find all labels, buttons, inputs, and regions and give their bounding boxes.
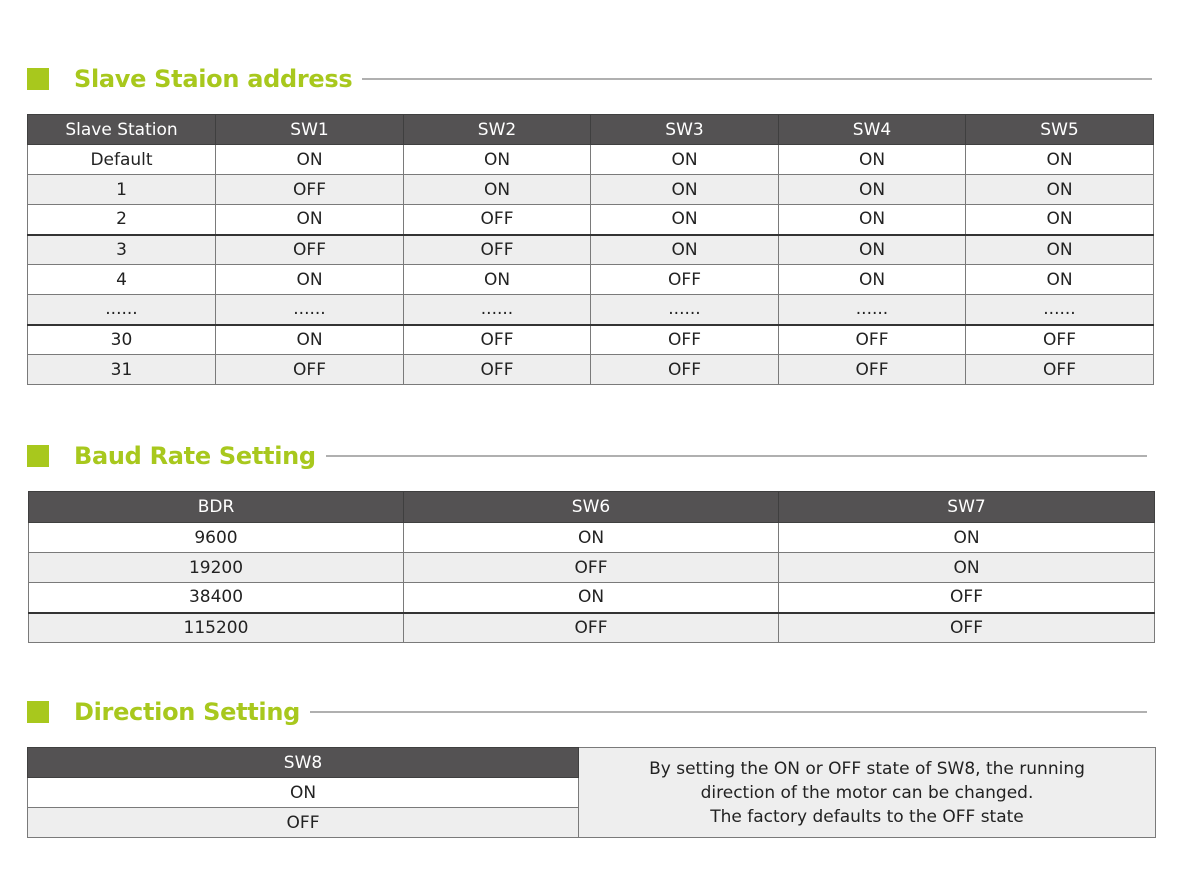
table-cell: OFF (404, 553, 779, 583)
table-cell: ON (591, 235, 779, 265)
table-row (29, 523, 1155, 553)
table-cell: ON (966, 205, 1154, 235)
direction-section-marker-icon (27, 701, 49, 723)
baud-header-cell: SW7 (779, 492, 1155, 523)
table-cell: 115200 (29, 613, 404, 643)
table-cell: ON (216, 325, 404, 355)
table-cell: ON (404, 523, 779, 553)
slave-section-header (27, 64, 1152, 94)
direction-table (27, 747, 1156, 838)
slave-section-rule (362, 78, 1152, 80)
slave-table-header-row (28, 115, 1154, 145)
baud-table-header-row (29, 492, 1155, 523)
table-row (29, 553, 1155, 583)
table-cell: 38400 (29, 583, 404, 613)
table-cell: ON (28, 778, 579, 808)
table-cell: ON (216, 265, 404, 295)
baud-rate-table (28, 491, 1155, 643)
baud-section-rule (326, 455, 1147, 457)
direction-section-title: Direction Setting (74, 698, 301, 726)
table-row (28, 325, 1154, 355)
table-cell: OFF (28, 808, 579, 838)
table-cell: ON (216, 205, 404, 235)
direction-header-row (28, 748, 1156, 778)
table-cell: 9600 (29, 523, 404, 553)
table-cell: ON (779, 205, 966, 235)
table-cell: 3 (28, 235, 216, 265)
table-cell: ON (779, 553, 1155, 583)
table-cell: ON (779, 523, 1155, 553)
slave-header-cell: SW3 (591, 115, 779, 145)
table-cell: ON (591, 205, 779, 235)
direction-note-line: By setting the ON or OFF state of SW8, the running (649, 758, 1085, 779)
table-cell: ON (591, 145, 779, 175)
table-cell: OFF (966, 355, 1154, 385)
table-cell: 19200 (29, 553, 404, 583)
direction-section-header (27, 697, 1147, 727)
direction-section-rule (310, 711, 1147, 713)
table-cell: ...... (28, 295, 216, 325)
table-cell: OFF (216, 175, 404, 205)
baud-section-marker-icon (27, 445, 49, 467)
table-row (28, 175, 1154, 205)
table-cell: OFF (779, 355, 966, 385)
table-cell: 30 (28, 325, 216, 355)
table-cell: OFF (404, 613, 779, 643)
table-cell: OFF (779, 613, 1155, 643)
slave-header-cell: SW2 (404, 115, 591, 145)
slave-section-marker-icon (27, 68, 49, 90)
baud-section-header (27, 441, 1147, 471)
direction-note-line: The factory defaults to the OFF state (710, 806, 1024, 827)
slave-header-cell: SW5 (966, 115, 1154, 145)
direction-header-cell: SW8 (28, 748, 579, 778)
table-row (28, 145, 1154, 175)
table-cell: OFF (779, 325, 966, 355)
table-cell: OFF (591, 325, 779, 355)
table-row (28, 295, 1154, 325)
table-row (28, 235, 1154, 265)
table-cell: ON (404, 583, 779, 613)
table-cell: 31 (28, 355, 216, 385)
table-row (28, 205, 1154, 235)
baud-section-title: Baud Rate Setting (74, 442, 316, 470)
table-cell: 2 (28, 205, 216, 235)
table-cell: 1 (28, 175, 216, 205)
table-cell: ...... (591, 295, 779, 325)
table-cell: ...... (404, 295, 591, 325)
table-cell: ON (779, 175, 966, 205)
slave-section-title: Slave Staion address (74, 65, 353, 93)
direction-note-line: direction of the motor can be changed. (700, 782, 1034, 803)
table-cell: ON (779, 235, 966, 265)
table-cell: ON (404, 145, 591, 175)
table-cell: OFF (404, 235, 591, 265)
table-cell: ON (966, 235, 1154, 265)
table-cell: ON (404, 265, 591, 295)
table-row (28, 355, 1154, 385)
slave-header-cell: Slave Station (28, 115, 216, 145)
table-cell: ON (966, 175, 1154, 205)
slave-header-cell: SW4 (779, 115, 966, 145)
table-cell: ON (404, 175, 591, 205)
table-cell: Default (28, 145, 216, 175)
table-cell: OFF (591, 355, 779, 385)
table-cell: ON (966, 145, 1154, 175)
table-cell: OFF (216, 235, 404, 265)
slave-station-table (27, 114, 1154, 385)
table-cell: ON (591, 175, 779, 205)
table-cell: ON (216, 145, 404, 175)
table-cell: ON (966, 265, 1154, 295)
table-cell: ON (779, 145, 966, 175)
direction-note (579, 748, 1156, 838)
table-cell: OFF (966, 325, 1154, 355)
table-row (28, 265, 1154, 295)
baud-header-cell: SW6 (404, 492, 779, 523)
table-row (29, 613, 1155, 643)
table-cell: OFF (404, 205, 591, 235)
table-row (29, 583, 1155, 613)
table-cell: ...... (216, 295, 404, 325)
table-cell: OFF (779, 583, 1155, 613)
table-cell: ...... (779, 295, 966, 325)
table-cell: OFF (216, 355, 404, 385)
table-cell: ...... (966, 295, 1154, 325)
table-cell: OFF (404, 325, 591, 355)
table-cell: OFF (404, 355, 591, 385)
baud-header-cell: BDR (29, 492, 404, 523)
table-cell: 4 (28, 265, 216, 295)
table-cell: OFF (591, 265, 779, 295)
table-cell: ON (779, 265, 966, 295)
slave-header-cell: SW1 (216, 115, 404, 145)
